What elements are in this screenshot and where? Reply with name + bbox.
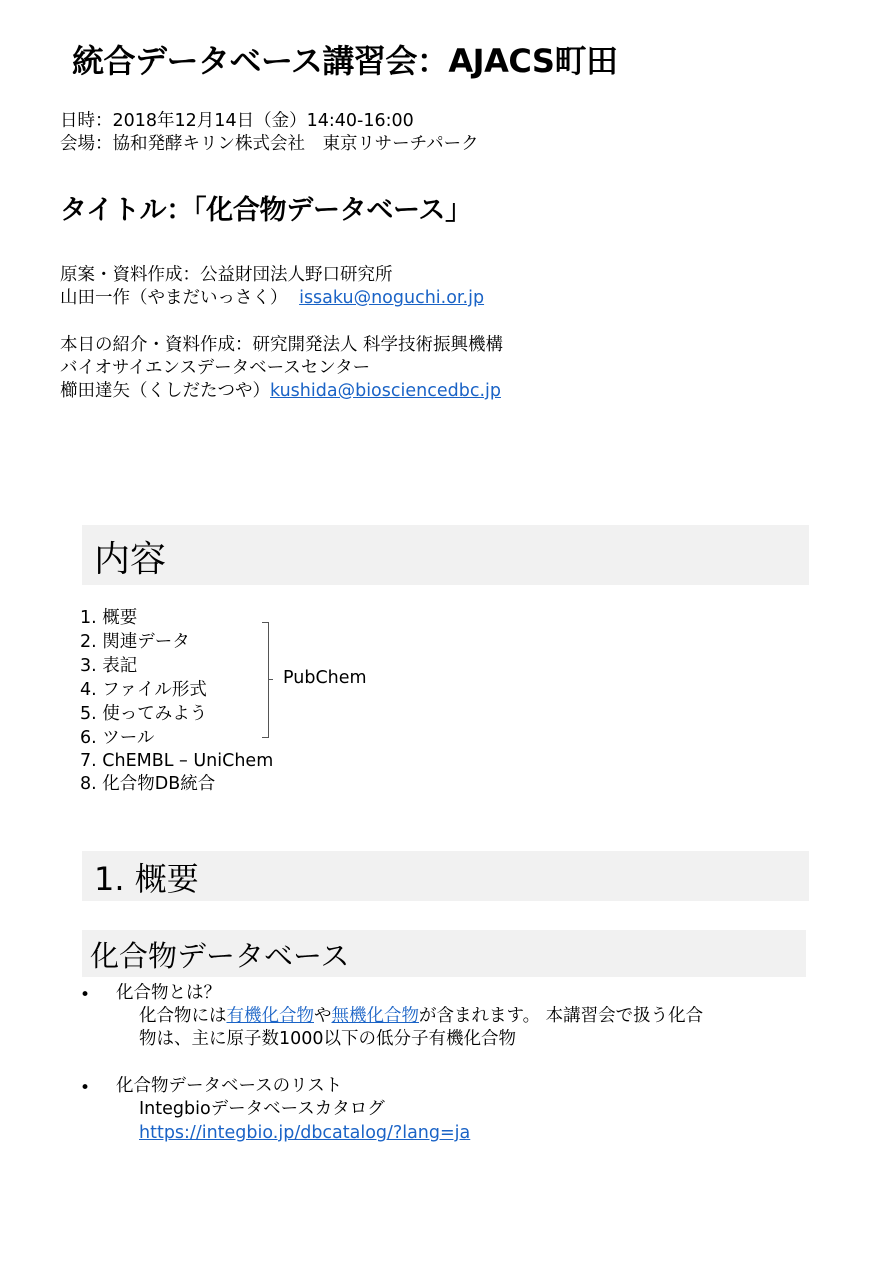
toc-item: 6. ツール (80, 728, 155, 748)
bullet-text-mid: や (314, 1006, 332, 1026)
bullet-marker: • (80, 1078, 91, 1098)
bullet-marker: • (80, 985, 91, 1005)
section1-heading: 1. 概要 (94, 860, 199, 898)
presenter-affiliation-line2: バイオサイエンスデータベースセンター (60, 358, 371, 378)
presenter-email-link[interactable]: kushida@biosciencedbc.jp (270, 381, 501, 401)
original-author (60, 287, 484, 310)
catalog-link-wrap (139, 1122, 470, 1145)
bullet-text (139, 1005, 703, 1028)
contents-heading: 内容 (94, 539, 167, 580)
bullet-title: 化合物データベースのリスト (116, 1076, 343, 1096)
presenter-name: 櫛田達矢（くしだたつや） (60, 381, 270, 401)
section1-subheading-box (82, 930, 806, 977)
toc-item: 1. 概要 (80, 608, 138, 628)
inorganic-compound-link[interactable]: 無機化合物 (331, 1006, 419, 1026)
presenter (60, 380, 501, 403)
pubchem-bracket-tick (268, 679, 273, 680)
event-datetime: 日時：2018年12月14日（金）14:40-16:00 (60, 111, 414, 131)
bullet-text-prefix: 化合物には (139, 1006, 227, 1026)
original-author-affiliation: 原案・資料作成：公益財団法人野口研究所 (60, 265, 393, 285)
organic-compound-link[interactable]: 有機化合物 (226, 1006, 314, 1026)
page-title: 統合データベース講習会：AJACS町田 (72, 42, 618, 80)
pubchem-bracket (262, 622, 269, 738)
bullet-text-suffix: が含まれます。 本講習会で扱う化合 (419, 1006, 704, 1026)
toc-item: 3. 表記 (80, 656, 138, 676)
section1-subheading: 化合物データベース (90, 939, 350, 973)
pubchem-group-label: PubChem (283, 668, 367, 688)
presenter-affiliation-line1: 本日の紹介・資料作成：研究開発法人 科学技術振興機構 (60, 335, 504, 355)
toc-item: 5. 使ってみよう (80, 704, 208, 724)
toc-item: 7. ChEMBL – UniChem (80, 751, 274, 771)
bullet-title: 化合物とは？ (116, 983, 221, 1003)
integbio-catalog-link[interactable]: https://integbio.jp/dbcatalog/?lang=ja (139, 1123, 471, 1143)
toc-item: 2. 関連データ (80, 632, 190, 652)
bullet-text-line2: 物は、主に原子数1000以下の低分子有機化合物 (139, 1029, 517, 1049)
catalog-label: Integbioデータベースカタログ (139, 1099, 385, 1119)
original-author-name: 山田一作（やまだいっさく） (60, 288, 288, 308)
toc-item: 4. ファイル形式 (80, 680, 207, 700)
original-author-email-link[interactable]: issaku@noguchi.or.jp (299, 288, 485, 308)
section1-heading-box (82, 851, 809, 901)
toc-item: 8. 化合物DB統合 (80, 774, 216, 794)
event-venue: 会場：協和発酵キリン株式会社 東京リサーチパーク (60, 134, 479, 154)
contents-heading-box (82, 525, 809, 585)
lecture-title: タイトル：「化合物データベース」 (60, 195, 472, 226)
